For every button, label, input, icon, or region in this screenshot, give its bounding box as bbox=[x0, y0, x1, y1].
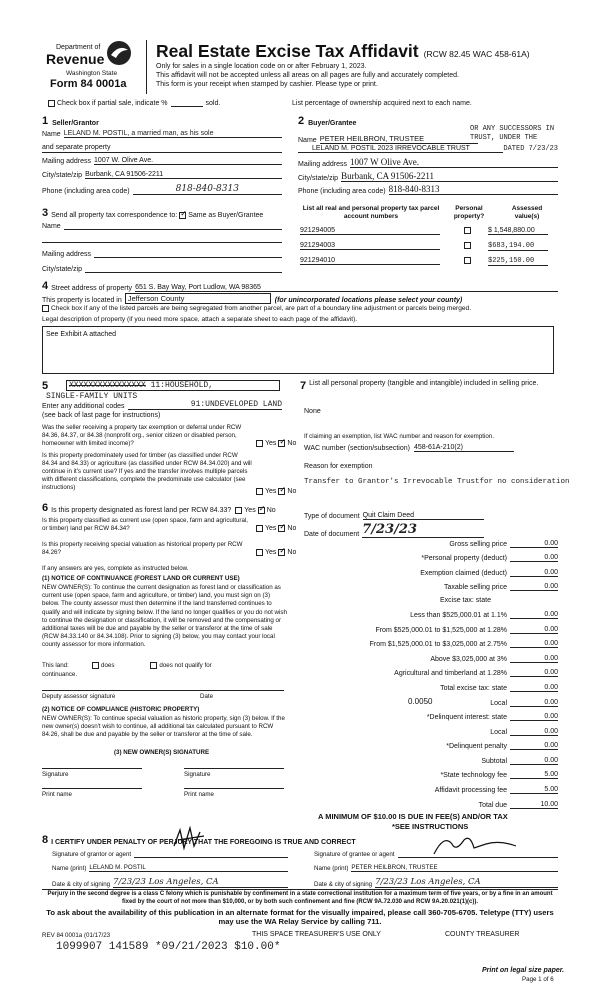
s6-q3: Is this property receiving special valuation as historical property per RCW 84.26? bbox=[42, 541, 243, 556]
fee-label: *State technology fee bbox=[440, 772, 507, 779]
fee-row bbox=[300, 637, 558, 648]
certify-text: I CERTIFY UNDER PENALTY OF PERJURY THAT THE FOREGOING IS TRUE AND CORRECT bbox=[51, 839, 356, 846]
exemption-reason[interactable]: Transfer to Grantor's Irrevocable Trust bbox=[304, 478, 480, 486]
fee-label: Less than $525,000.01 at 1.1% bbox=[410, 612, 507, 619]
fee-label: Total excise tax: state bbox=[440, 685, 507, 692]
buyer-phone-label: Phone (including area code) bbox=[298, 188, 386, 195]
yes-label: Yes bbox=[265, 549, 277, 556]
fee-value[interactable]: 0.00 bbox=[510, 684, 558, 692]
treasurer-stamp: 1099907 141589 *09/21/2023 $10.00* bbox=[56, 941, 281, 953]
seller-phone-label: Phone (including area code) bbox=[42, 188, 130, 195]
page-number: Page 1 of 6 bbox=[522, 976, 554, 983]
buyer-city-label: City/state/zip bbox=[298, 175, 339, 182]
property-section-number: 4 bbox=[42, 280, 49, 292]
seller-heading: Seller/Grantor bbox=[52, 120, 99, 127]
partial-sold: sold. bbox=[205, 100, 221, 107]
s6-q1-no[interactable] bbox=[258, 507, 265, 514]
fee-row bbox=[300, 681, 558, 692]
minimum-due: A MINIMUM OF $10.00 IS DUE IN FEE(S) AND/OR TAX bbox=[318, 812, 508, 821]
fee-label: Above $3,025,000 at 3% bbox=[430, 656, 507, 663]
s5-number: 5 bbox=[42, 380, 49, 392]
county-treasurer: COUNTY TREASURER bbox=[445, 931, 520, 938]
form-rcw: (RCW 82.45 WAC 458-61A) bbox=[423, 49, 530, 59]
yes-label: Yes bbox=[265, 440, 277, 447]
s6-q2-no[interactable] bbox=[278, 525, 285, 532]
fee-row bbox=[300, 696, 558, 707]
partial-sale-checkbox[interactable] bbox=[48, 100, 55, 107]
s5-code-1[interactable]: 11:HOUSEHOLD, bbox=[150, 381, 214, 390]
does-checkbox[interactable] bbox=[92, 662, 99, 669]
fee-row bbox=[300, 768, 558, 779]
seller-mailing-label: Mailing address bbox=[42, 158, 92, 165]
fee-value[interactable]: 0.00 bbox=[510, 728, 558, 736]
partial-label: Check box if partial sale, indicate % bbox=[57, 100, 168, 107]
s5-code-1b: SINGLE-FAMILY UNITS bbox=[46, 392, 138, 401]
notice2-text: NEW OWNER(S): To continue special valuation as historic property, sign (3) below. If the new owner(s) doesn't wish to continue, all additional tax calculated pursuant to RCW 84.26, shall be due and payable by the seller or transferor at the time of sale. bbox=[42, 715, 285, 739]
notice1-title: (1) NOTICE OF CONTINUANCE (FOREST LAND OR CURRENT USE) bbox=[42, 575, 240, 582]
s5-q2-yes[interactable] bbox=[256, 488, 263, 495]
treasurer-only: THIS SPACE TREASURER'S USE ONLY bbox=[252, 931, 381, 938]
dor-emblem-icon bbox=[106, 40, 132, 66]
fee-value[interactable]: 0.00 bbox=[510, 626, 558, 634]
parcel-row bbox=[300, 242, 560, 254]
yes-label: Yes bbox=[265, 525, 277, 532]
fee-label: From $525,000.01 to $1,525,000 at 1.28% bbox=[375, 627, 507, 634]
fee-value[interactable]: 0.00 bbox=[510, 757, 558, 765]
grantee-date[interactable]: 7/23/23 Los Angeles, CA bbox=[375, 877, 558, 888]
buyer-phone[interactable]: 818-840-8313 bbox=[389, 184, 558, 195]
grantee-name[interactable]: PETER HEILBRON, TRUSTEE bbox=[351, 864, 558, 872]
this-land-label: This land: bbox=[42, 662, 69, 669]
seller-phone[interactable]: 818-840-8313 bbox=[133, 184, 282, 195]
fee-label: Local bbox=[490, 729, 507, 736]
fee-row bbox=[300, 551, 558, 562]
doc-type[interactable]: Quit Claim Deed bbox=[363, 512, 484, 520]
s6-q3-no[interactable] bbox=[278, 549, 285, 556]
fee-row bbox=[300, 783, 558, 794]
parcel-header-assessed: Assessed value(s) bbox=[511, 205, 543, 220]
sig-grantor-label: Signature of grantor or agent bbox=[52, 851, 132, 858]
list-percentage-note: List percentage of ownership acquired next to each name. bbox=[292, 100, 472, 107]
fee-value[interactable]: 0.00 bbox=[510, 669, 558, 677]
grantor-name[interactable]: LELAND M. POSTIL bbox=[89, 864, 288, 872]
corr-section-number: 3 bbox=[42, 207, 49, 219]
fee-value[interactable]: 0.00 bbox=[510, 554, 558, 562]
parcel-number[interactable]: 921294005 bbox=[300, 227, 440, 235]
fee-value[interactable]: 5.00 bbox=[510, 786, 558, 794]
header-note-3: This form is your receipt when stamped by cashier. Please type or print. bbox=[156, 81, 378, 88]
rev-number: REV 84 0001a (01/17/23 bbox=[42, 932, 111, 939]
s8-number: 8 bbox=[42, 834, 49, 846]
no-label: No bbox=[266, 507, 276, 514]
grantor-signature-icon bbox=[170, 826, 210, 852]
buyer-section-number: 2 bbox=[298, 115, 305, 127]
seller-name-label: Name bbox=[42, 131, 61, 138]
corr-name[interactable] bbox=[64, 223, 282, 230]
corr-name-label: Name bbox=[42, 223, 61, 230]
buyer-name-2[interactable]: LELAND M. POSTIL 2023 IRREVOCABLE TRUST bbox=[298, 145, 503, 153]
deputy-date-label: Date bbox=[200, 693, 214, 700]
fee-value[interactable]: 0.00 bbox=[510, 640, 558, 648]
personal-property-value[interactable]: None bbox=[304, 408, 321, 415]
fee-value[interactable]: 0.00 bbox=[510, 569, 558, 577]
s6-q3-yes[interactable] bbox=[256, 549, 263, 556]
fee-row bbox=[300, 566, 558, 577]
dept-line2: Revenue bbox=[46, 51, 105, 67]
corr-label: Send all property tax correspondence to: bbox=[51, 212, 178, 219]
personal-property-checkbox[interactable] bbox=[464, 242, 471, 249]
s5-q2-no[interactable] bbox=[278, 488, 285, 495]
fee-row bbox=[300, 710, 558, 721]
buyer-mailing-label: Mailing address bbox=[298, 161, 348, 168]
fee-label: Subtotal bbox=[481, 758, 507, 765]
dept-line1: Department of bbox=[56, 44, 101, 51]
see-instructions: *SEE INSTRUCTIONS bbox=[392, 822, 469, 831]
sig-grantee-line[interactable] bbox=[398, 851, 559, 858]
s6-q1: Is this property designated as forest land per RCW 84.33? bbox=[51, 507, 232, 514]
grantor-name-label: Name (print) bbox=[52, 865, 87, 872]
s6-if-yes: If any answers are yes, complete as instructed below. bbox=[42, 565, 189, 572]
legal-description: See Exhibit A attached bbox=[46, 331, 117, 338]
s5-code-2[interactable]: 91:UNDEVELOPED LAND bbox=[128, 400, 283, 410]
form-title: Real Estate Excise Tax Affidavit bbox=[156, 41, 419, 61]
s6-q2: Is this property classified as current use (open space, farm and agricultural, or timber) land per RCW 84.34? bbox=[42, 517, 249, 532]
grantor-date-label: Date & city of signing bbox=[52, 881, 111, 888]
fee-value[interactable]: 0.00 bbox=[510, 540, 558, 548]
fee-label: Agricultural and timberland at 1.28% bbox=[394, 670, 507, 677]
excise-state-heading: Excise tax: state bbox=[440, 597, 491, 604]
buyer-name-extra: OR ANY SUCCESSORS IN TRUST, UNDER THE bbox=[470, 125, 555, 142]
s5-additional-label: Enter any additional codes bbox=[42, 403, 125, 410]
fee-value[interactable]: 0.00 bbox=[510, 713, 558, 721]
no-label: No bbox=[287, 525, 297, 532]
assessed-value[interactable]: $683,194.00 bbox=[488, 242, 548, 251]
s5-q1: Was the seller receiving a property tax exemption or deferral under RCW 84.36, 84.37, or 84.38 (nonprofit org., senior citizen or disabled person, homeowner with limited income)? bbox=[42, 424, 242, 447]
header-note-2: This affidavit will not be accepted unless all areas on all pages are fully and accurately completed. bbox=[156, 72, 459, 79]
s6-number: 6 bbox=[42, 502, 49, 514]
fee-label: Taxable selling price bbox=[443, 584, 507, 591]
fee-row bbox=[300, 537, 558, 548]
parcel-number[interactable]: 921294010 bbox=[300, 257, 440, 265]
fee-label: Gross selling price bbox=[449, 541, 507, 548]
no-label: No bbox=[287, 549, 297, 556]
does-not-label: does not qualify for bbox=[159, 662, 212, 669]
s5-see-back: (see back of last page for instructions) bbox=[42, 412, 161, 419]
fee-value[interactable]: 10.00 bbox=[510, 801, 558, 809]
fee-label: *Personal property (deduct) bbox=[421, 555, 507, 562]
parcel-header-personal: Personal property? bbox=[453, 205, 485, 220]
personal-property-checkbox[interactable] bbox=[464, 227, 471, 234]
buyer-name-label: Name bbox=[298, 137, 317, 144]
new-owner-sig-1[interactable]: Signature bbox=[42, 771, 69, 778]
yes-label: Yes bbox=[244, 507, 256, 514]
corr-city-label: City/state/zip bbox=[42, 266, 83, 273]
parcel-header-list: List all real and personal property tax parcel account numbers bbox=[302, 205, 440, 220]
segregated-checkbox[interactable] bbox=[42, 305, 49, 312]
perjury-notice: Perjury in the second degree is a class C felony which is punishable by confinement in a state correctional institution for a maximum term of five years, or by a fine in an amount fixed by the court of not more than $10,000, or by both such confinement and fine (RCW 9A.72.030 and RCW 9A.20.021(1)(c)). bbox=[47, 891, 553, 905]
corr-same-label: Same as Buyer/Grantee bbox=[188, 212, 264, 219]
fee-row bbox=[300, 666, 558, 677]
yes-label: Yes bbox=[265, 488, 277, 495]
wac-label: WAC number (section/subsection) bbox=[304, 445, 410, 452]
fee-label: Affidavit processing fee bbox=[434, 787, 507, 794]
s6-q2-yes[interactable] bbox=[256, 525, 263, 532]
no-label: No bbox=[287, 488, 297, 495]
seller-city-label: City/state/zip bbox=[42, 172, 83, 179]
s5-q1-no[interactable] bbox=[278, 440, 285, 447]
legal-label: Legal description of property (if you need more space, attach a separate sheet to each page of the affidavit). bbox=[42, 316, 358, 323]
legal-description-box[interactable] bbox=[42, 326, 554, 374]
assessed-value[interactable]: $225,150.00 bbox=[488, 257, 548, 266]
doc-type-label: Type of document bbox=[304, 513, 360, 520]
seller-section-number: 1 bbox=[42, 115, 49, 127]
s7-label: List all personal property (tangible and intangible) included in selling price. bbox=[309, 380, 539, 387]
corr-mailing[interactable] bbox=[94, 251, 282, 258]
seller-name-1[interactable]: LELAND M. POSTIL, a married man, as his sole bbox=[64, 130, 282, 138]
fee-value[interactable]: 5.00 bbox=[510, 771, 558, 779]
parcel-number[interactable]: 921294003 bbox=[300, 242, 440, 250]
notice3-title: (3) NEW OWNER(S) SIGNATURE bbox=[114, 749, 210, 756]
located-label: This property is located in bbox=[42, 297, 122, 304]
fee-value[interactable]: 0.00 bbox=[510, 742, 558, 750]
does-label: does bbox=[101, 662, 115, 669]
fee-row bbox=[300, 623, 558, 634]
doc-date[interactable]: 7/23/23 bbox=[362, 522, 484, 538]
seller-name-2[interactable]: and separate property bbox=[42, 144, 282, 153]
legal-paper-note: Print on legal size paper. bbox=[482, 967, 565, 974]
local-rate: 0.0050 bbox=[408, 697, 433, 706]
buyer-mailing[interactable]: 1007 W Olive Ave. bbox=[350, 157, 558, 168]
grantee-name-label: Name (print) bbox=[314, 865, 349, 872]
no-label: No bbox=[287, 440, 297, 447]
header-note-1: Only for sales in a single location code on or after February 1, 2023. bbox=[156, 63, 367, 70]
s7-number: 7 bbox=[300, 380, 307, 392]
corr-city[interactable] bbox=[85, 266, 282, 273]
fee-value[interactable]: 0.00 bbox=[510, 655, 558, 663]
s5-q2: Is this property predominately used for timber (as classified under RCW 84.34 and 84.33) or agriculture (as classified under RCW 84.34.020) and will continue in it's current use? If yes and the transfer involves multiple parcels with different classifications, complete the predominate use calculator (see instructions) bbox=[42, 452, 252, 491]
fee-row bbox=[300, 798, 558, 809]
new-owner-print-1[interactable]: Print name bbox=[42, 791, 72, 798]
assessed-value[interactable]: $ 1,548,880.00 bbox=[488, 227, 548, 235]
dor-logo bbox=[46, 40, 134, 94]
sig-grantor-line[interactable] bbox=[134, 851, 288, 858]
county-select[interactable]: Jefferson County bbox=[125, 293, 271, 304]
sig-grantee-label: Signature of grantee or agent bbox=[314, 851, 395, 858]
parcel-row bbox=[300, 227, 560, 239]
exempt-label: If claiming an exemption, list WAC number and reason for exemption. bbox=[304, 433, 494, 440]
seller-mailing[interactable]: 1007 W. Olive Ave. bbox=[94, 157, 282, 165]
buyer-city[interactable]: Burbank, CA 91506-2211 bbox=[341, 171, 558, 182]
segregated-label: Check box if any of the listed parcels are being segregated from another parcel, are part of a boundary line adjustment or parcels being merged. bbox=[51, 305, 472, 312]
does-not-checkbox[interactable] bbox=[150, 662, 157, 669]
fee-label: Local bbox=[490, 700, 507, 707]
fee-row bbox=[300, 725, 558, 736]
fee-label: Exemption claimed (deduct) bbox=[420, 570, 507, 577]
wac-number[interactable]: 458-61A-210(2) bbox=[414, 444, 514, 452]
fee-row bbox=[300, 754, 558, 765]
fee-label: *Delinquent interest: state bbox=[426, 714, 507, 721]
unincorporated-note: (for unincorporated locations please select your county) bbox=[274, 297, 463, 304]
fee-value[interactable]: 0.00 bbox=[510, 699, 558, 707]
grantee-date-label: Date & city of signing bbox=[314, 881, 373, 888]
fee-label: *Delinquent penalty bbox=[446, 743, 507, 750]
new-owner-sig-2[interactable]: Signature bbox=[184, 771, 211, 778]
buyer-heading: Buyer/Grantee bbox=[308, 120, 357, 127]
reason-label: Reason for exemption bbox=[304, 463, 373, 470]
form-number: Form 84 0001a bbox=[50, 78, 127, 90]
dept-line3: Washington State bbox=[66, 70, 118, 77]
new-owner-print-2[interactable]: Print name bbox=[184, 791, 214, 798]
notice2-title: (2) NOTICE OF COMPLIANCE (HISTORIC PROPERTY) bbox=[42, 706, 200, 713]
fee-row bbox=[300, 608, 558, 619]
personal-property-checkbox[interactable] bbox=[464, 257, 471, 264]
same-as-buyer-checkbox[interactable] bbox=[179, 212, 186, 219]
fee-row bbox=[300, 580, 558, 591]
fee-row bbox=[300, 739, 558, 750]
s5-q1-yes[interactable] bbox=[256, 440, 263, 447]
s6-q1-yes[interactable] bbox=[235, 507, 242, 514]
continuance-label: continuance. bbox=[42, 671, 78, 678]
fee-label: From $1,525,000.01 to $3,025,000 at 2.75% bbox=[369, 641, 507, 648]
doc-date-label: Date of document bbox=[304, 531, 360, 538]
parcel-row bbox=[300, 257, 560, 269]
deputy-sig-label: Deputy assessor signature bbox=[42, 693, 116, 700]
accessibility-notice: To ask about the availability of this publication in an alternate format for the visually impaired, please call 360-705-6705. Teletype (TTY) users may use the WA Relay Service by calling 711. bbox=[46, 908, 554, 926]
exemption-reason-2[interactable]: for no consideration bbox=[479, 478, 570, 486]
fee-row bbox=[300, 652, 558, 663]
fee-value[interactable]: 0.00 bbox=[510, 583, 558, 591]
corr-mailing-label: Mailing address bbox=[42, 251, 92, 258]
buyer-dated: DATED 7/23/23 bbox=[503, 145, 558, 153]
grantor-date[interactable]: 7/23/23 Los Angeles, CA bbox=[113, 877, 288, 888]
notice1-text: NEW OWNER(S): To continue the current designation as forest land or classification as current use (open space, farm and agriculture, or timber) land, you must sign on (3) below. The county assessor must then determine if the land transferred continues to qualify and will indicate by signing below. If the land no longer qualifies or you do not wish to continue the designation or classification, it will be removed and the compensating or additional taxes will be due and payable by the seller or transferor at the time of sale (RCW 84.33.140 or 84.34.108). Prior to signing (3) below, you may contact your local county assessor for more information. bbox=[42, 584, 287, 649]
fee-label: Total due bbox=[478, 802, 507, 809]
seller-city[interactable]: Burbank, CA 91506-2211 bbox=[85, 171, 282, 179]
s5-code-struck: XXXXXXXXXXXXXXXX bbox=[69, 381, 146, 390]
fee-value[interactable]: 0.00 bbox=[510, 611, 558, 619]
street-address[interactable]: 651 S. Bay Way, Port Ludlow, WA 98365 bbox=[135, 284, 558, 292]
buyer-name-1[interactable]: PETER HEILBRON, TRUSTEE bbox=[320, 134, 478, 144]
street-label: Street address of property bbox=[51, 285, 133, 292]
